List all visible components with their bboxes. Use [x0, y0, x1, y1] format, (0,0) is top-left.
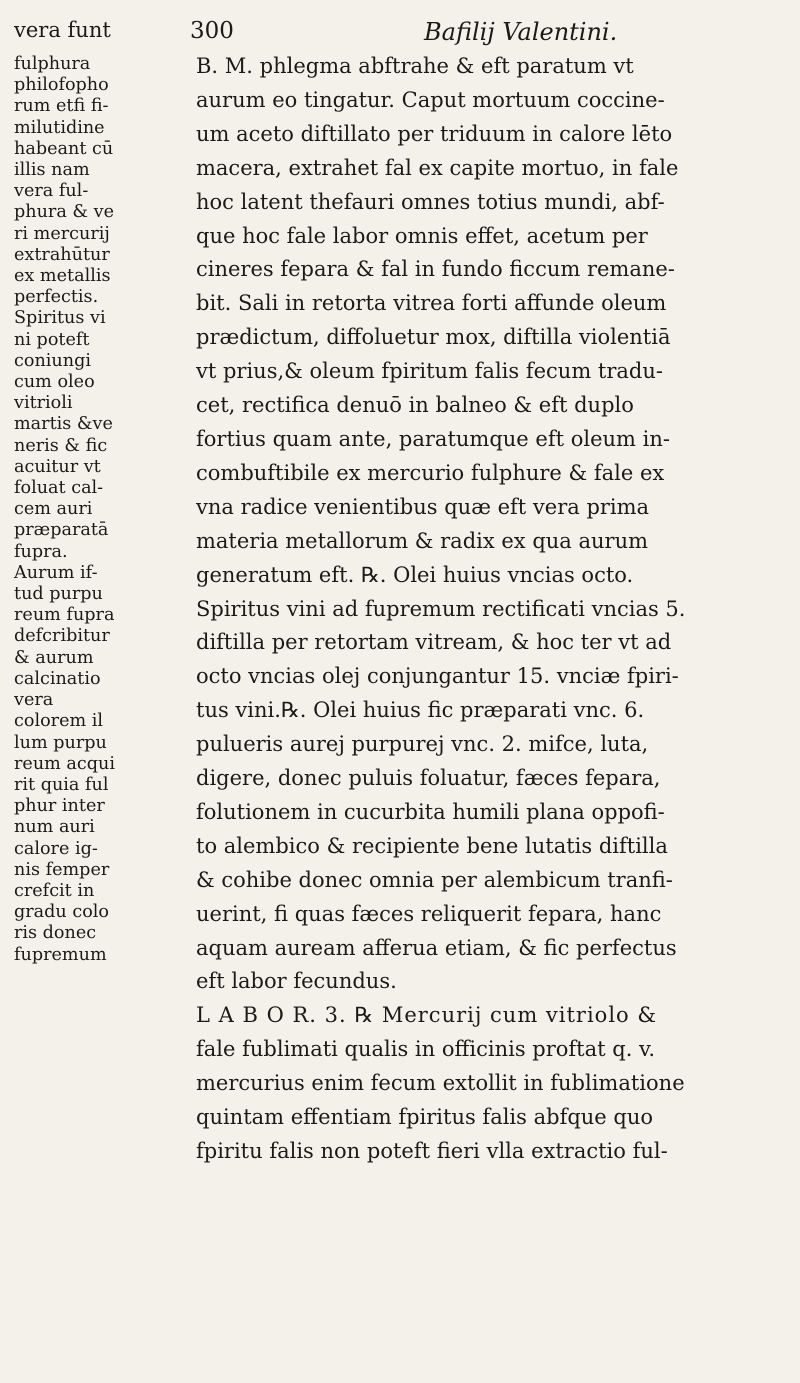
marginal-note-line: fupra. — [14, 541, 68, 562]
marginal-note-line: neris & fic — [14, 435, 108, 456]
text-line: octo vncias olej conjungantur 15. vnciæ fpiri- — [196, 664, 679, 689]
marginal-note-line: tud purpu — [14, 584, 103, 605]
text-line: fortius quam ante, paratumque eft oleum in- — [196, 426, 670, 451]
marginal-note-line: illis nam — [14, 160, 90, 181]
text-line: um aceto diftillato per triduum in calore lēto — [196, 121, 673, 146]
marginal-note-line: coniungi — [14, 350, 91, 371]
text-line: fpiritu falis non poteft fieri vlla extractio ful- — [196, 1139, 668, 1163]
text-line: digere, donec puluis foluatur, fæces fepara, — [196, 766, 661, 791]
marginal-note-line: ex metallis — [14, 266, 111, 287]
marginal-note-line: ni poteft — [14, 329, 90, 350]
marginal-note-line: philofopho — [14, 75, 109, 96]
text-line: que hoc fale labor omnis effet, acetum per — [196, 223, 648, 248]
page-number: 300 — [190, 18, 234, 44]
text-line: to alembico & recipiente bene lutatis diftilla — [196, 833, 668, 858]
marginal-note-line: habeant cū — [14, 138, 114, 159]
marginal-note-line: vera ful- — [14, 181, 89, 202]
marginal-note-line: reum fupra — [14, 605, 115, 626]
text-line: hoc latent thefauri omnes totius mundi, abf- — [196, 189, 665, 214]
marginal-note-line: rum etfi fi- — [14, 96, 109, 117]
marginal-note-line: & aurum — [14, 647, 94, 668]
marginal-note-line: martis &ve — [14, 414, 113, 435]
text-line: diftilla per retortam vitream, & hoc ter vt ad — [196, 630, 672, 655]
marginal-note-line: lum purpu — [14, 732, 107, 753]
marginal-note-line: num auri — [14, 817, 95, 838]
marginal-note-line: perfectis. — [14, 287, 99, 308]
marginal-note-line: phura & ve — [14, 202, 115, 223]
marginal-note-line: defcribitur — [14, 626, 110, 647]
marginal-note-line: colorem il — [14, 711, 104, 732]
text-line: quintam effentiam fpiritus falis abfque quo — [196, 1105, 654, 1130]
marginal-note-line: Aurum if- — [14, 562, 98, 583]
text-line: vna radice venientibus quæ eft vera prima — [196, 494, 650, 519]
text-line: pulueris aurej purpurej vnc. 2. mifce, luta, — [196, 732, 649, 757]
marginal-note-line: vitrioli — [14, 393, 73, 414]
marginal-note-line: fulphura — [14, 54, 91, 74]
text-line: & cohibe donec omnia per alembicum tranfi- — [196, 867, 673, 892]
marginal-note-line: gradu colo — [14, 902, 110, 923]
text-line: combuftibile ex mercurio fulphure & fale ex — [196, 460, 665, 485]
text-line: aquam auream afferua etiam, & fic perfectus — [196, 935, 677, 960]
text-line: prædictum, diffoluetur mox, diftilla violentiā — [196, 325, 671, 350]
marginal-note-line: præparatā — [14, 520, 109, 541]
text-line: macera, extrahet fal ex capite mortuo, in fale — [196, 155, 679, 180]
marginal-note-line: ri mercurij — [14, 223, 110, 244]
text-line: generatum eft. ℞. Olei huius vncias octo. — [196, 562, 634, 587]
running-title: Bafilij Valentini. — [424, 18, 618, 46]
text-line: L A B O R. 3. ℞ Mercurij cum vitriolo & — [196, 1003, 658, 1028]
marginal-note-line: reum acqui — [14, 753, 115, 774]
marginal-note-line: nis femper — [14, 859, 110, 880]
marginal-note-line: cem auri — [14, 499, 93, 520]
marginal-note-line: rit quia ful — [14, 774, 109, 795]
marginal-note-line: vera — [14, 690, 54, 711]
marginal-notes — [14, 54, 164, 966]
text-line: mercurius enim fecum extollit in fublimatione — [196, 1071, 685, 1096]
marginal-note-line: ris donec — [14, 923, 97, 944]
text-line: B. M. phlegma abftrahe & eft paratum vt — [196, 54, 634, 78]
text-line: folutionem in cucurbita humili plana oppofi- — [196, 799, 665, 824]
marginal-note-line: phur inter — [14, 796, 105, 817]
marginal-note-line: calcinatio — [14, 668, 101, 689]
text-line: aurum eo tingatur. Caput mortuum coccine- — [196, 87, 665, 112]
marginal-note-line: foluat cal- — [14, 478, 104, 499]
marginal-note-line: acuitur vt — [14, 456, 101, 477]
text-line: vt prius,& oleum fpiritum falis fecum tradu- — [196, 359, 663, 384]
text-line: fale fublimati qualis in officinis proftat q. v. — [196, 1037, 656, 1062]
text-line: materia metallorum & radix ex qua aurum — [196, 528, 649, 553]
text-line: uerint, fi quas fæces reliquerit fepara, hanc — [196, 901, 662, 926]
text-line: Spiritus vini ad fupremum rectificati vncias 5. — [196, 596, 686, 621]
marginal-note-line: milutidine — [14, 117, 105, 138]
text-line: tus vini.℞. Olei huius fic præparati vnc. 6. — [196, 698, 645, 723]
marginal-note-line: cum oleo — [14, 372, 95, 393]
marginal-note-line: calore ig- — [14, 838, 98, 859]
text-line: bit. Sali in retorta vitrea forti affunde oleum — [196, 291, 667, 316]
marginal-note-line: extrahūtur — [14, 244, 110, 265]
text-line: eft labor fecundus. — [196, 969, 397, 994]
marginal-note-line: fupremum — [14, 944, 107, 965]
marginal-note-line: crefcit in — [14, 880, 95, 901]
text-line: cineres fepara & fal in fundo ficcum remane- — [196, 257, 675, 282]
page-header — [14, 14, 789, 46]
header-margin-word: vera funt — [14, 18, 111, 42]
text-line: cet, rectifica denuō in balneo & eft duplo — [196, 393, 634, 418]
main-text — [196, 50, 796, 1169]
marginal-note-line: Spiritus vi — [14, 308, 106, 329]
